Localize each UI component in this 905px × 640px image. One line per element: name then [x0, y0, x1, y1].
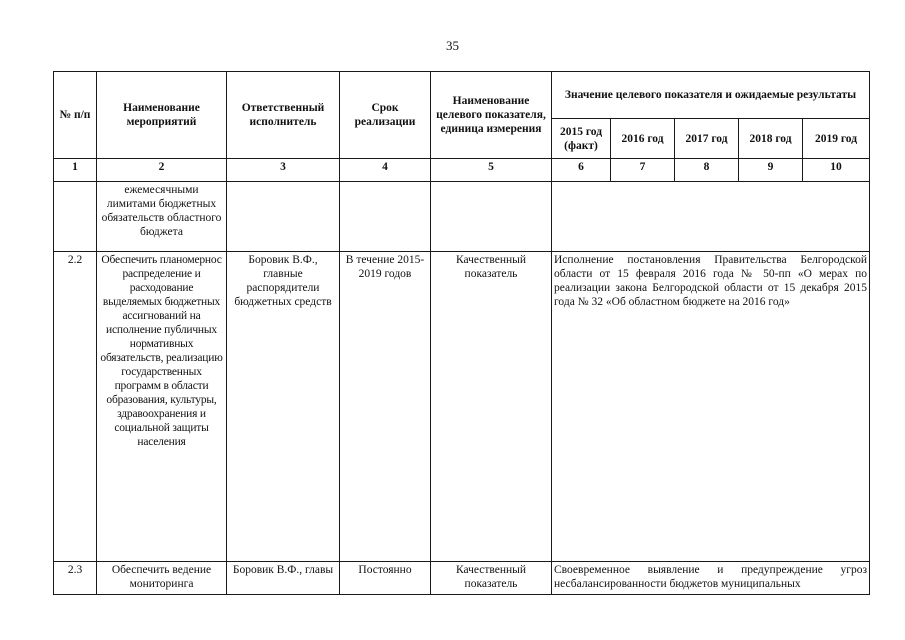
page-number: 35 [446, 38, 459, 53]
header-num: № п/п [54, 72, 97, 159]
header-term: Срок реализации [340, 72, 431, 159]
row-num [54, 182, 97, 252]
table-row [54, 562, 870, 595]
column-number: 6 [552, 159, 611, 182]
header-year-2016: 2016 год [611, 119, 675, 159]
column-number: 1 [54, 159, 97, 182]
row-term [340, 182, 431, 252]
header-year-2018: 2018 год [739, 119, 803, 159]
row-num: 2.3 [54, 562, 97, 595]
header-year-2019: 2019 год [803, 119, 870, 159]
header-name: Наименование мероприятий [97, 72, 227, 159]
column-number: 5 [431, 159, 552, 182]
column-number: 10 [803, 159, 870, 182]
row-indicator: Качественный показатель [431, 562, 552, 595]
header-responsible: Ответственный исполнитель [227, 72, 340, 159]
column-number-row [54, 159, 870, 182]
row-result: Своевременное выявление и предупреждение угроз несбалансированности бюджетов муниципальных [552, 562, 870, 595]
column-number: 7 [611, 159, 675, 182]
column-number: 8 [675, 159, 739, 182]
header-value-group: Значение целевого показателя и ожидаемые результаты [552, 72, 870, 119]
row-num: 2.2 [54, 252, 97, 562]
row-name: ежемесячными лимитами бюджетных обязательств областного бюджета [97, 182, 227, 252]
row-name: Обеспечить ведение мониторинга [97, 562, 227, 595]
header-indicator: Наименование целевого показателя, единица измерения [431, 72, 552, 159]
measures-table [53, 71, 870, 595]
column-number: 9 [739, 159, 803, 182]
row-responsible: Боровик В.Ф., главные распорядители бюджетных средств [227, 252, 340, 562]
row-term: Постоянно [340, 562, 431, 595]
header-year-2017: 2017 год [675, 119, 739, 159]
header-row-1 [54, 72, 870, 119]
column-number: 4 [340, 159, 431, 182]
column-number: 3 [227, 159, 340, 182]
row-result: Исполнение постановления Правительства Белгородской области от 15 февраля 2016 года № 50-пп «О мерах по реализации закона Белгородской области от 15 декабря 2015 года № 32 «Об областном бюджете на 2016 год» [552, 252, 870, 562]
table-row [54, 182, 870, 252]
row-indicator [431, 182, 552, 252]
row-responsible [227, 182, 340, 252]
row-indicator: Качественный показатель [431, 252, 552, 562]
table-row [54, 252, 870, 562]
row-result [552, 182, 870, 252]
header-year-2015: 2015 год (факт) [552, 119, 611, 159]
row-responsible: Боровик В.Ф., главы [227, 562, 340, 595]
column-number: 2 [97, 159, 227, 182]
row-term: В течение 2015-2019 годов [340, 252, 431, 562]
row-name: Обеспечить планомернос распределение и расходование выделяемых бюджетных ассигнований на исполнение публичных нормативных обязательств, реализацию государственных программ в области образования, культуры, здравоохранения и социальной защиты населения [97, 252, 227, 562]
